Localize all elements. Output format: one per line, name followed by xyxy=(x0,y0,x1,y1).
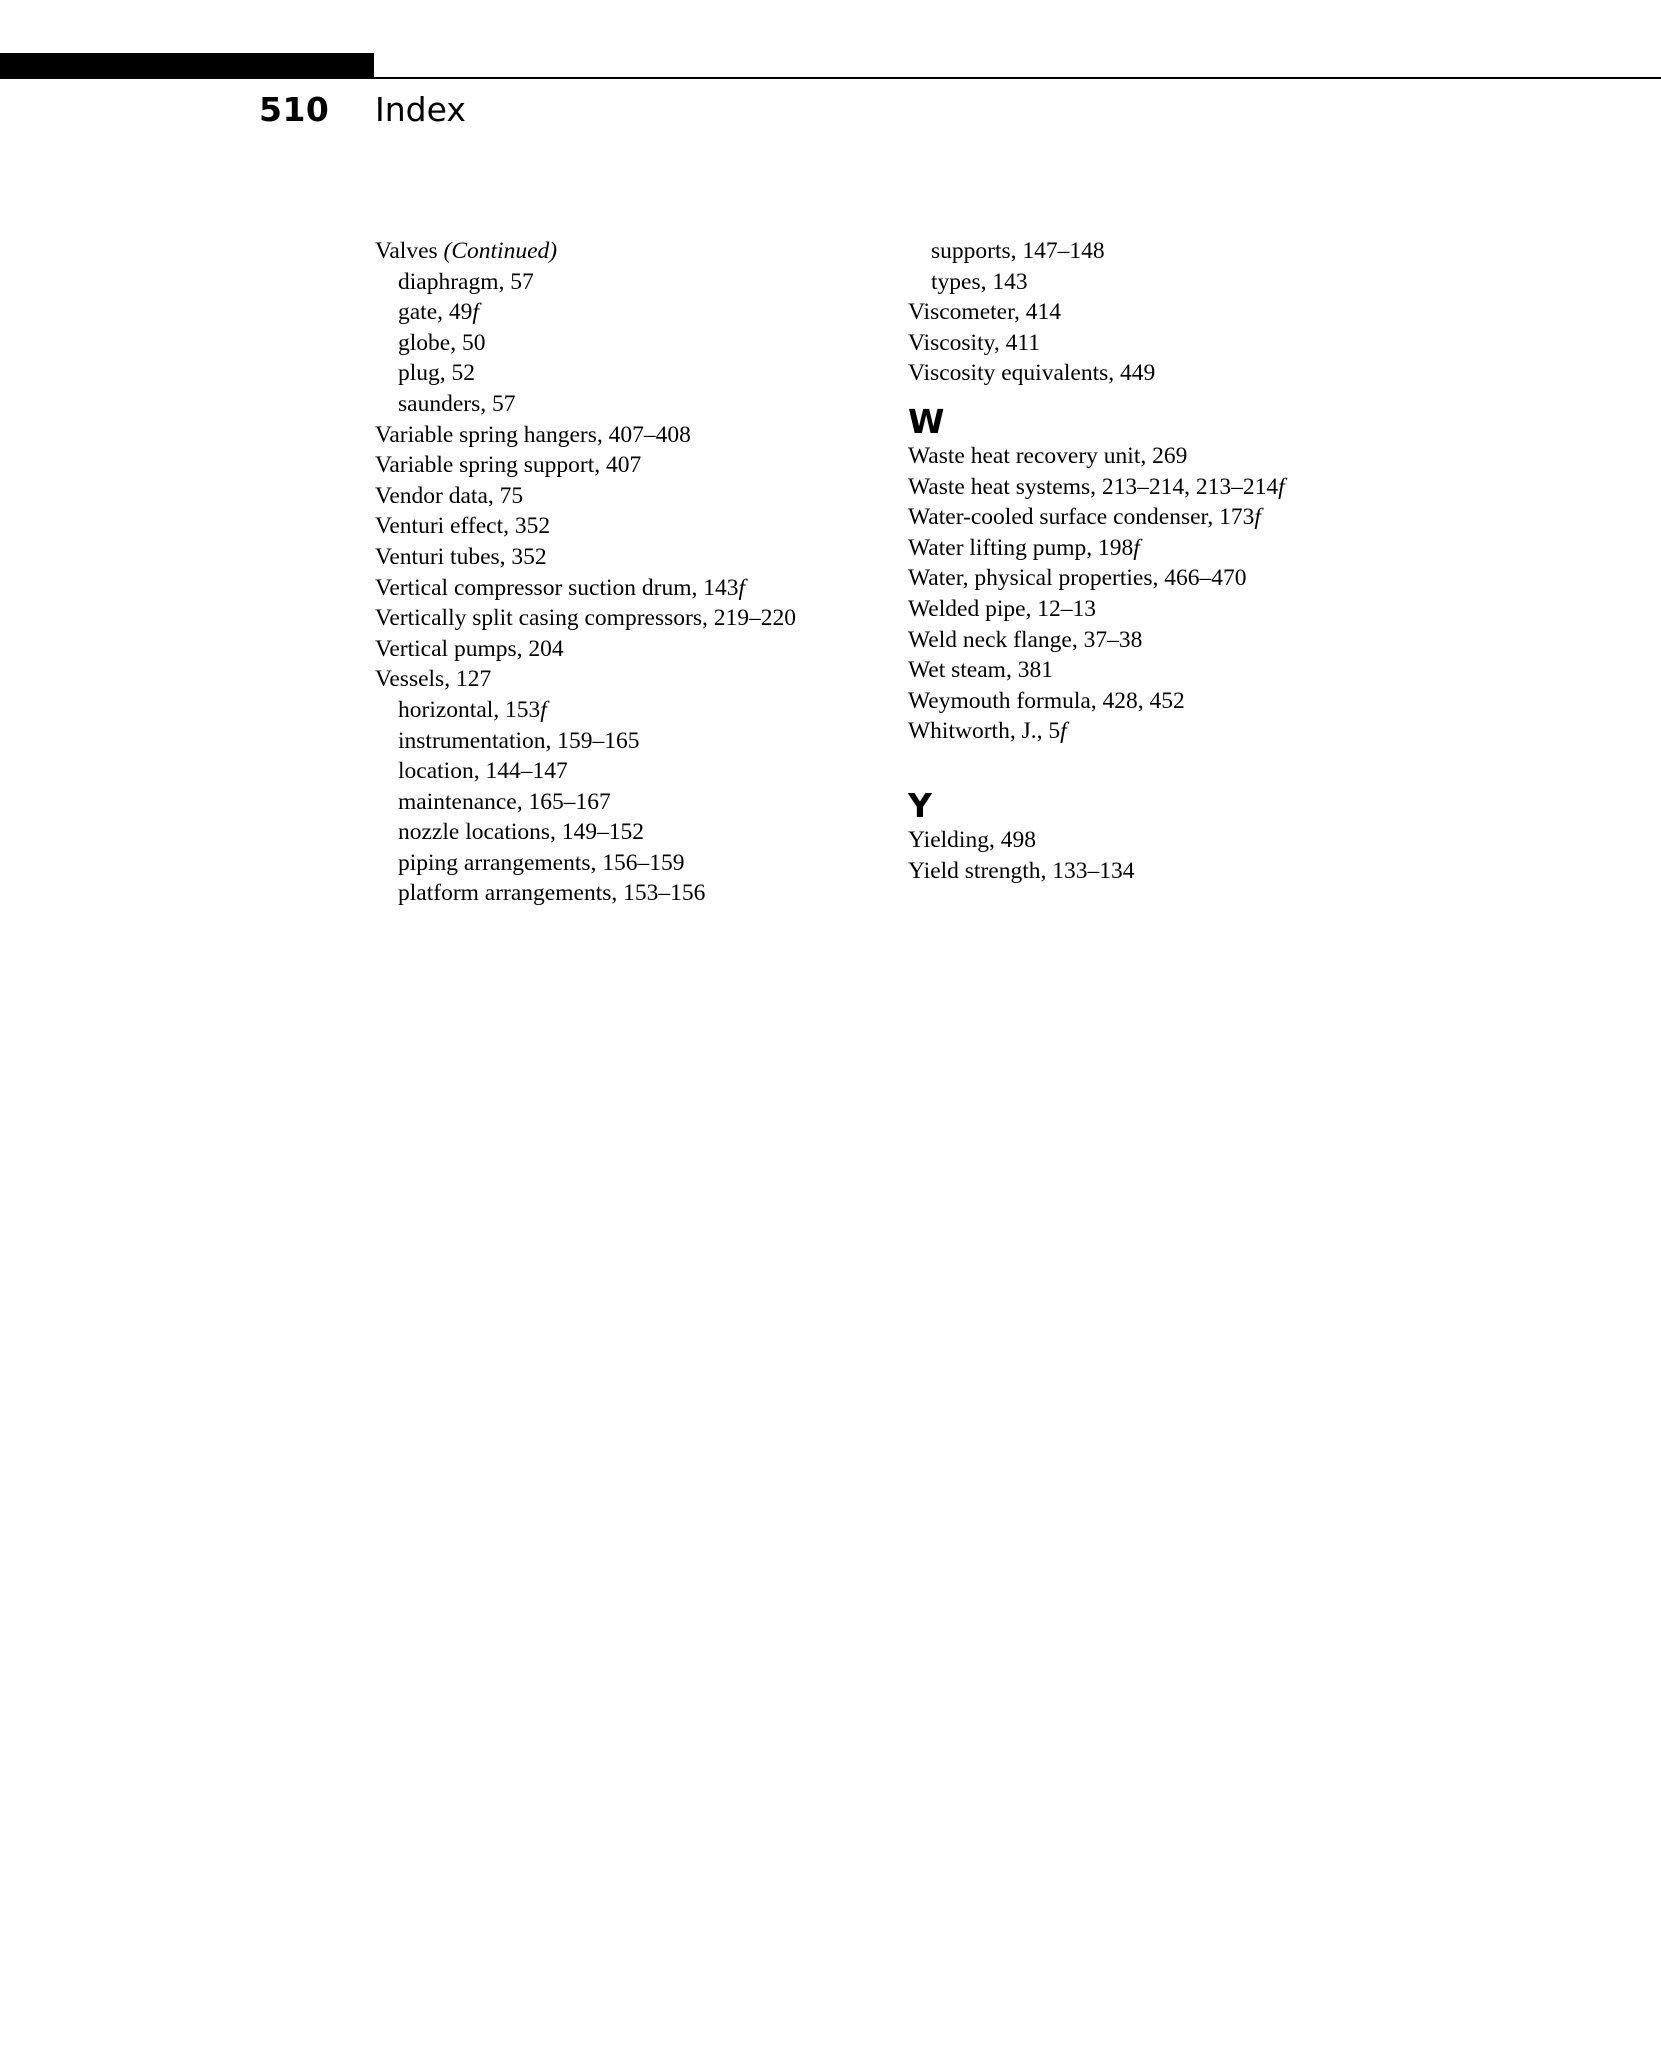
entry-text: Weymouth formula, 428, 452 xyxy=(908,687,1185,714)
index-subentry xyxy=(375,848,796,879)
index-subentry xyxy=(375,817,796,848)
entry-text: plug, 52 xyxy=(398,360,476,387)
index-entry xyxy=(908,716,1285,747)
entry-text: nozzle locations, 149–152 xyxy=(398,819,645,846)
page-number: 510 xyxy=(259,90,330,129)
entry-text: Vessels, 127 xyxy=(375,666,492,693)
index-subentry xyxy=(908,267,1285,298)
index-entry xyxy=(908,472,1285,503)
entry-text: gate, 49 xyxy=(398,299,473,326)
entry-text: Viscosity equivalents, 449 xyxy=(908,360,1156,387)
entry-text: globe, 50 xyxy=(398,329,486,356)
index-subentry xyxy=(375,358,796,389)
entry-text: location, 144–147 xyxy=(398,758,568,785)
index-entry xyxy=(375,420,796,451)
entry-text: platform arrangements, 153–156 xyxy=(398,880,706,907)
entry-text: Viscometer, 414 xyxy=(908,299,1061,326)
entry-text: Venturi effect, 352 xyxy=(375,513,551,540)
index-entry xyxy=(375,450,796,481)
entry-text: Yield strength, 133–134 xyxy=(908,857,1135,884)
entry-text: Vertical compressor suction drum, 143 xyxy=(375,574,739,601)
entry-text: Whitworth, J., 5 xyxy=(908,718,1061,745)
index-column-right xyxy=(908,236,1285,886)
entry-text: Vertically split casing compressors, 219–220 xyxy=(375,605,796,632)
index-entry xyxy=(908,625,1285,656)
entry-text: piping arrangements, 156–159 xyxy=(398,849,685,876)
index-entry xyxy=(375,542,796,573)
entry-text: maintenance, 165–167 xyxy=(398,788,611,815)
entry-text: Vendor data, 75 xyxy=(375,482,524,509)
index-entry xyxy=(908,655,1285,686)
entry-text: Wet steam, 381 xyxy=(908,657,1053,684)
index-entry xyxy=(908,856,1285,887)
figure-marker: f xyxy=(1254,504,1261,531)
index-entry xyxy=(375,511,796,542)
index-entry xyxy=(375,573,796,604)
index-entry xyxy=(375,634,796,665)
entry-text: Vertical pumps, 204 xyxy=(375,635,564,662)
index-subentry xyxy=(375,389,796,420)
figure-marker: f xyxy=(540,696,547,723)
entry-text: Waste heat recovery unit, 269 xyxy=(908,442,1188,469)
entry-text: Venturi tubes, 352 xyxy=(375,543,547,570)
entry-text: Viscosity, 411 xyxy=(908,329,1040,356)
index-subentry xyxy=(375,878,796,909)
index-entry xyxy=(908,502,1285,533)
index-entry xyxy=(908,825,1285,856)
running-title: Index xyxy=(375,90,466,129)
entry-text: Water, physical properties, 466–470 xyxy=(908,565,1247,592)
index-entry xyxy=(908,686,1285,717)
index-entry xyxy=(908,563,1285,594)
figure-marker: f xyxy=(1060,718,1067,745)
index-subentry xyxy=(375,297,796,328)
figure-marker: f xyxy=(1278,473,1285,500)
index-entry xyxy=(908,533,1285,564)
header-black-bar xyxy=(0,53,374,79)
entry-text: diaphragm, 57 xyxy=(398,268,534,295)
entry-text: Yielding, 498 xyxy=(908,826,1036,853)
index-column-left xyxy=(375,236,796,909)
index-subentry xyxy=(375,756,796,787)
index-entry xyxy=(908,358,1285,389)
index-entry xyxy=(375,481,796,512)
entry-text: Welded pipe, 12–13 xyxy=(908,595,1097,622)
entry-text: instrumentation, 159–165 xyxy=(398,727,640,754)
section-letter-w: W xyxy=(908,401,945,441)
index-subentry xyxy=(375,787,796,818)
entry-text: types, 143 xyxy=(931,268,1028,295)
figure-marker: f xyxy=(738,574,746,601)
index-subentry xyxy=(375,267,796,298)
figure-marker: f xyxy=(472,299,479,326)
figure-marker: f xyxy=(1133,534,1140,561)
entry-text: Weld neck flange, 37–38 xyxy=(908,626,1143,653)
entry-text: saunders, 57 xyxy=(398,390,516,417)
index-entry xyxy=(375,664,796,695)
index-subentry xyxy=(375,328,796,359)
index-entry xyxy=(375,603,796,634)
header-rule xyxy=(374,77,1661,79)
index-subentry xyxy=(375,695,796,726)
index-entry xyxy=(908,594,1285,625)
index-entry xyxy=(908,297,1285,328)
entry-text: Valves xyxy=(375,238,444,264)
entry-text: Water-cooled surface condenser, 173 xyxy=(908,504,1255,531)
entry-text: Water lifting pump, 198 xyxy=(908,534,1134,561)
index-subentry xyxy=(908,236,1285,267)
entry-text: horizontal, 153 xyxy=(398,696,541,723)
index-subentry xyxy=(375,726,796,757)
index-entry xyxy=(908,328,1285,359)
entry-text: supports, 147–148 xyxy=(931,238,1105,264)
entry-text: Variable spring support, 407 xyxy=(375,452,642,479)
index-entry xyxy=(375,236,796,267)
entry-text: Waste heat systems, 213–214, 213–214 xyxy=(908,473,1279,500)
index-entry xyxy=(908,441,1285,472)
section-letter-y: Y xyxy=(908,785,932,825)
entry-text: Variable spring hangers, 407–408 xyxy=(375,421,691,448)
continued-note: (Continued) xyxy=(443,238,558,264)
